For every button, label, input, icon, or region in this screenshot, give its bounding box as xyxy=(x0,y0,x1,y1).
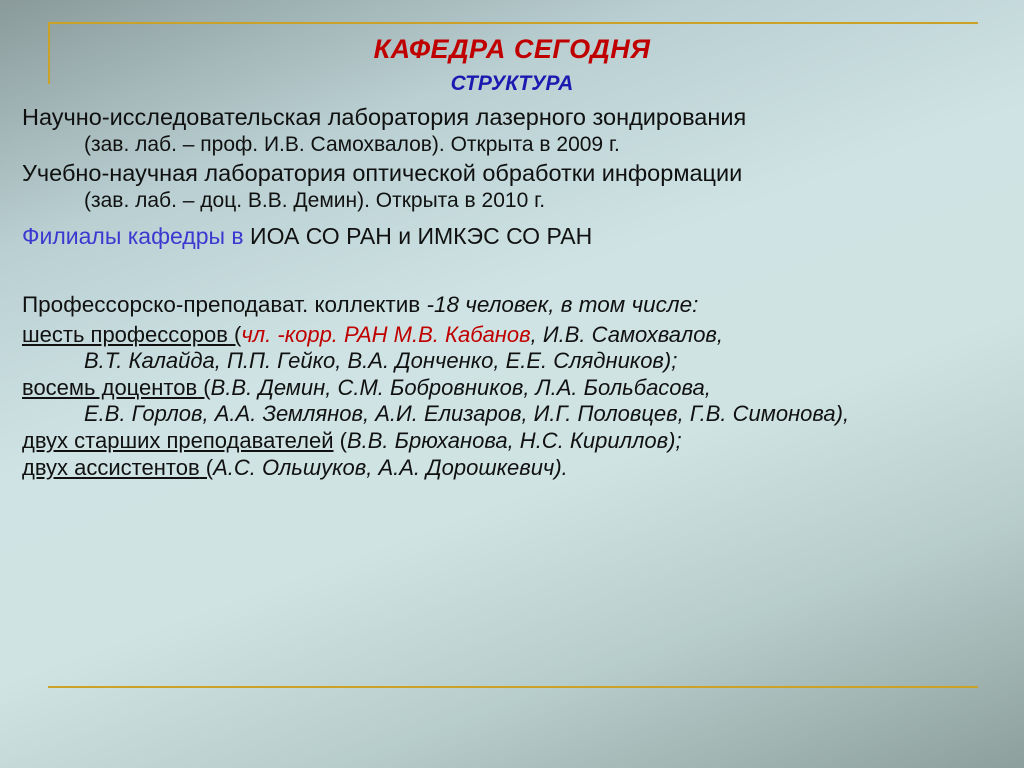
lab-detail-1: (зав. лаб. – проф. И.В. Самохвалов). Открыта в 2009 г. xyxy=(84,133,620,157)
lab-name-2: Учебно-научная лаборатория оптической обработки информации xyxy=(22,159,743,186)
staff-entry-open-paren: ( xyxy=(199,454,214,480)
bottom-divider xyxy=(48,686,978,688)
staff-entry-open-paren: ( xyxy=(333,427,347,453)
slide-subtitle: СТРУКТУРА xyxy=(450,72,574,95)
top-divider xyxy=(48,22,978,24)
staff-entry-open-paren: ( xyxy=(197,374,211,400)
staff-entry-open-paren: ( xyxy=(227,321,242,347)
lab-detail-2: (зав. лаб. – доц. В.В. Демин). Открыта в 2010 г. xyxy=(84,188,546,212)
staff-entry-rest: В.В. Брюханова, Н.С. Кириллов); xyxy=(346,427,682,453)
branches-value: ИОА СО РАН и ИМКЭС СО РАН xyxy=(250,223,593,250)
staff-entry-title: восемь доцентов xyxy=(22,374,198,400)
staff-entry xyxy=(22,428,1008,454)
lab-name-1: Научно-исследовательская лаборатория лазерного зондирования xyxy=(22,104,747,130)
staff-entry-title: шесть профессоров xyxy=(22,321,228,347)
staff-entry-title: двух ассистентов xyxy=(22,454,200,480)
branches-label: Филиалы кафедры в xyxy=(22,223,244,250)
staff-entry xyxy=(22,375,1008,427)
slide-body xyxy=(22,104,1008,482)
staff-entry-continuation: В.Т. Калайда, П.П. Гейко, В.А. Донченко, Е.Е. Слядников); xyxy=(84,347,678,373)
staff-entry-continuation: Е.В. Горлов, А.А. Землянов, А.И. Елизаров, И.Г. Половцев, Г.В. Симонова), xyxy=(84,400,850,426)
staff-entry-rest: В.В. Демин, С.М. Бобровников, Л.А. Больбасова, xyxy=(210,374,711,400)
staff-entry xyxy=(22,322,1008,374)
staff-heading-plain: Профессорско-преподават. коллектив xyxy=(22,291,427,317)
staff-entry-rest: , И.В. Самохвалов, xyxy=(530,321,724,347)
staff-heading xyxy=(22,292,1008,318)
spacer xyxy=(22,252,1008,292)
branches-line xyxy=(22,223,1008,250)
staff-heading-italic: -18 человек, в том числе: xyxy=(426,291,699,317)
slide-title: КАФЕДРА СЕГОДНЯ xyxy=(373,34,651,64)
staff-entry-rest: А.С. Ольшуков, А.А. Дорошкевич). xyxy=(213,454,568,480)
staff-entry-highlight: чл. -корр. РАН М.В. Кабанов xyxy=(241,321,531,347)
staff-entry xyxy=(22,455,1008,481)
staff-entry-title: двух старших преподавателей xyxy=(22,427,334,453)
